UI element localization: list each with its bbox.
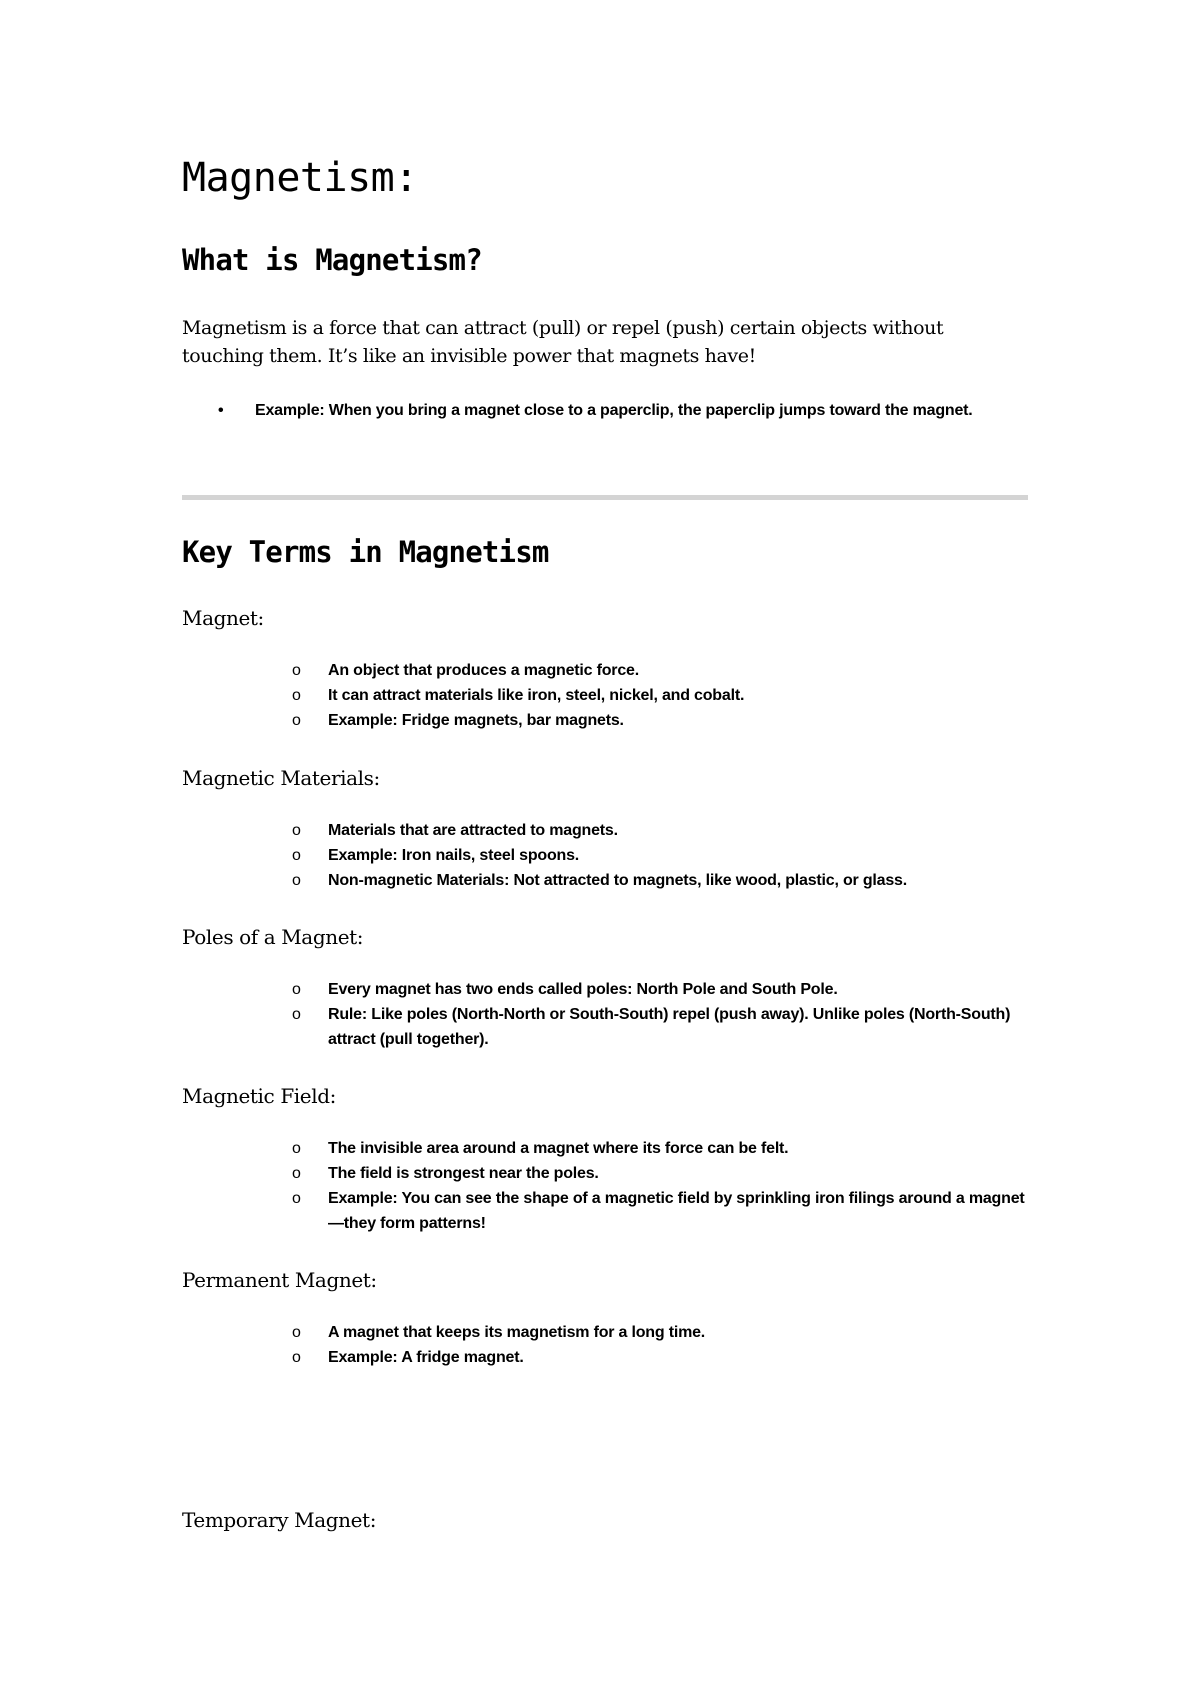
circle-bullet-icon: o [292,1165,301,1182]
term-list-magnetic-materials [182,818,1028,893]
term-heading-temporary-magnet: Temporary Magnet: [182,1508,377,1532]
list-item [182,1345,1028,1370]
list-item-text: Example: A fridge magnet. [328,1349,524,1366]
list-item [182,977,1028,1002]
list-item-text: Materials that are attracted to magnets. [328,822,618,839]
list-item [182,398,1028,423]
list-item [182,1186,1028,1236]
term-list-poles [182,977,1028,1052]
circle-bullet-icon: o [292,1324,301,1341]
list-item-text: Example: You can see the shape of a magnetic field by sprinkling iron filings around a magnet—they form patterns! [328,1190,1025,1232]
list-item [182,1002,1028,1052]
list-item-text: A magnet that keeps its magnetism for a long time. [328,1324,706,1341]
circle-bullet-icon: o [292,1006,301,1023]
list-item-text: Example: When you bring a magnet close to a paperclip, the paperclip jumps toward the magnet. [255,402,973,419]
document-title: Magnetism: [182,155,418,201]
circle-bullet-icon: o [292,822,301,839]
list-item [182,1136,1028,1161]
circle-bullet-icon: o [292,847,301,864]
intro-paragraph: Magnetism is a force that can attract (pull) or repel (push) certain objects without touching them. It’s like an invisible power that magnets have! [182,317,944,367]
circle-bullet-icon: o [292,1140,301,1157]
term-heading-permanent-magnet: Permanent Magnet: [182,1268,377,1292]
list-item-text: The field is strongest near the poles. [328,1165,599,1182]
term-list-magnetic-field [182,1136,1028,1236]
term-list-magnet [182,658,1028,733]
list-item [182,1320,1028,1345]
list-item [182,843,1028,868]
list-item-text: Non-magnetic Materials: Not attracted to magnets, like wood, plastic, or glass. [328,872,907,889]
list-item [182,658,1028,683]
list-item [182,683,1028,708]
list-item-text: Example: Iron nails, steel spoons. [328,847,580,864]
horizontal-divider [182,495,1028,500]
circle-bullet-icon: o [292,981,301,998]
circle-bullet-icon: o [292,712,301,729]
list-item-text: Every magnet has two ends called poles: North Pole and South Pole. [328,981,838,998]
list-item-text: An object that produces a magnetic force. [328,662,639,679]
list-item [182,818,1028,843]
list-item [182,708,1028,733]
term-heading-magnet: Magnet: [182,606,264,630]
list-item-text: Example: Fridge magnets, bar magnets. [328,712,624,729]
section-heading-key-terms: Key Terms in Magnetism [182,535,549,569]
circle-bullet-icon: o [292,662,301,679]
circle-bullet-icon: o [292,1190,301,1207]
list-item [182,868,1028,893]
example-bullet-list [182,398,1028,423]
term-heading-magnetic-materials: Magnetic Materials: [182,766,380,790]
term-heading-magnetic-field: Magnetic Field: [182,1084,336,1108]
circle-bullet-icon: o [292,872,301,889]
list-item-text: Rule: Like poles (North-North or South-South) repel (push away). Unlike poles (North-South) attract (pull together). [328,1006,1011,1048]
circle-bullet-icon: o [292,687,301,704]
bullet-icon: • [218,402,224,419]
term-heading-poles-of-a-magnet: Poles of a Magnet: [182,925,364,949]
list-item-text: The invisible area around a magnet where its force can be felt. [328,1140,789,1157]
term-list-permanent-magnet [182,1320,1028,1370]
section-heading-what-is-magnetism: What is Magnetism? [182,243,482,277]
circle-bullet-icon: o [292,1349,301,1366]
list-item [182,1161,1028,1186]
list-item-text: It can attract materials like iron, steel, nickel, and cobalt. [328,687,745,704]
